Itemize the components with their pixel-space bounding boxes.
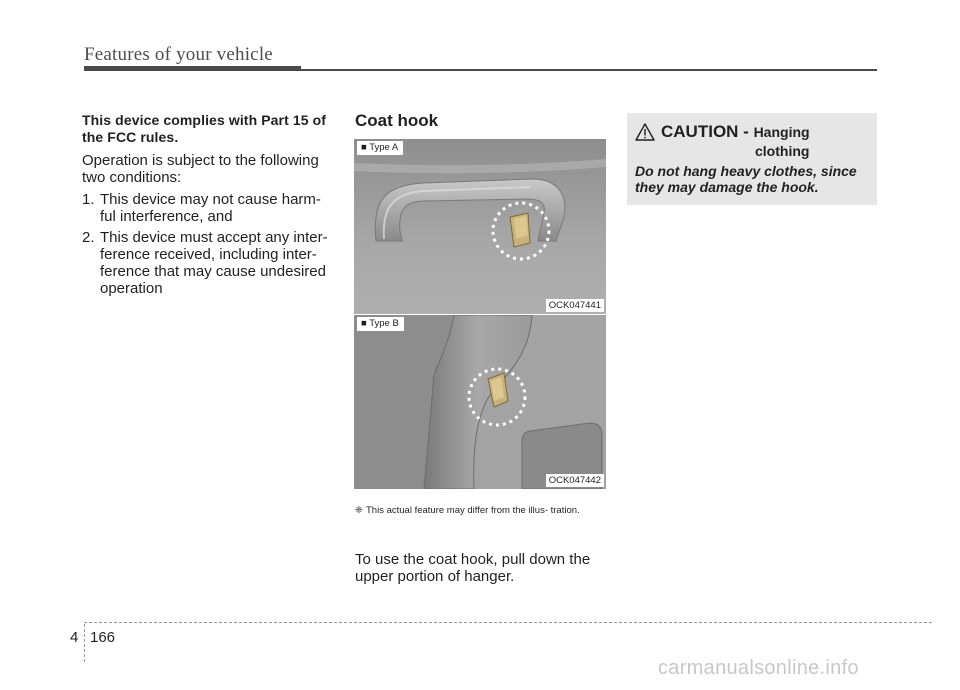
section-title: Coat hook — [355, 111, 439, 130]
chapter-number: 4 — [70, 629, 79, 646]
condition-item — [82, 191, 340, 225]
condition-item — [82, 229, 340, 297]
caution-body: Do not hang heavy clothes, since they may damage the hook. — [635, 163, 857, 195]
illustration-note — [355, 504, 607, 517]
watermark: carmanualsonline.info — [658, 657, 859, 679]
figure-label: ■ Type B — [357, 317, 404, 331]
figure-type-b — [354, 315, 606, 489]
condition-text: This device may not cause harm- ful interference, and — [100, 191, 321, 225]
note-mark: ❈ — [355, 505, 363, 516]
caution-subject-line-2: clothing — [755, 143, 810, 159]
footer-rule — [84, 622, 932, 623]
figure-code: OCK047442 — [546, 474, 604, 487]
warning-triangle-icon — [635, 123, 655, 141]
caution-dash: - — [738, 122, 754, 141]
page-number: 166 — [90, 629, 116, 646]
usage-instruction: To use the coat hook, pull down the upper portion of hanger. — [355, 551, 591, 585]
figure-code: OCK047441 — [546, 299, 604, 312]
condition-number: 1. — [82, 191, 95, 208]
fcc-statement: This device complies with Part 15 of the FCC rules. — [82, 112, 327, 145]
coat-hook-illustration-b — [354, 315, 606, 489]
figure-type-a — [354, 139, 606, 314]
caution-heading — [661, 122, 810, 142]
figure-label: ■ Type A — [357, 141, 403, 155]
header-bar — [84, 66, 301, 71]
header-title: Features of your vehicle — [84, 44, 273, 65]
note-text: This actual feature may differ from the illus- tration. — [366, 505, 580, 516]
footer-divider — [84, 624, 85, 662]
condition-number: 2. — [82, 229, 95, 246]
fcc-intro: Operation is subject to the following two conditions: — [82, 152, 319, 186]
condition-text: This device must accept any inter- ference received, including inter- ference that may cause undesired operation — [100, 229, 328, 297]
caution-box — [627, 113, 877, 205]
coat-hook-illustration-a — [354, 139, 606, 314]
caution-subject: Hanging — [753, 124, 810, 140]
header-rule — [301, 69, 877, 71]
caution-word: CAUTION — [661, 122, 739, 141]
fcc-section — [82, 112, 340, 301]
